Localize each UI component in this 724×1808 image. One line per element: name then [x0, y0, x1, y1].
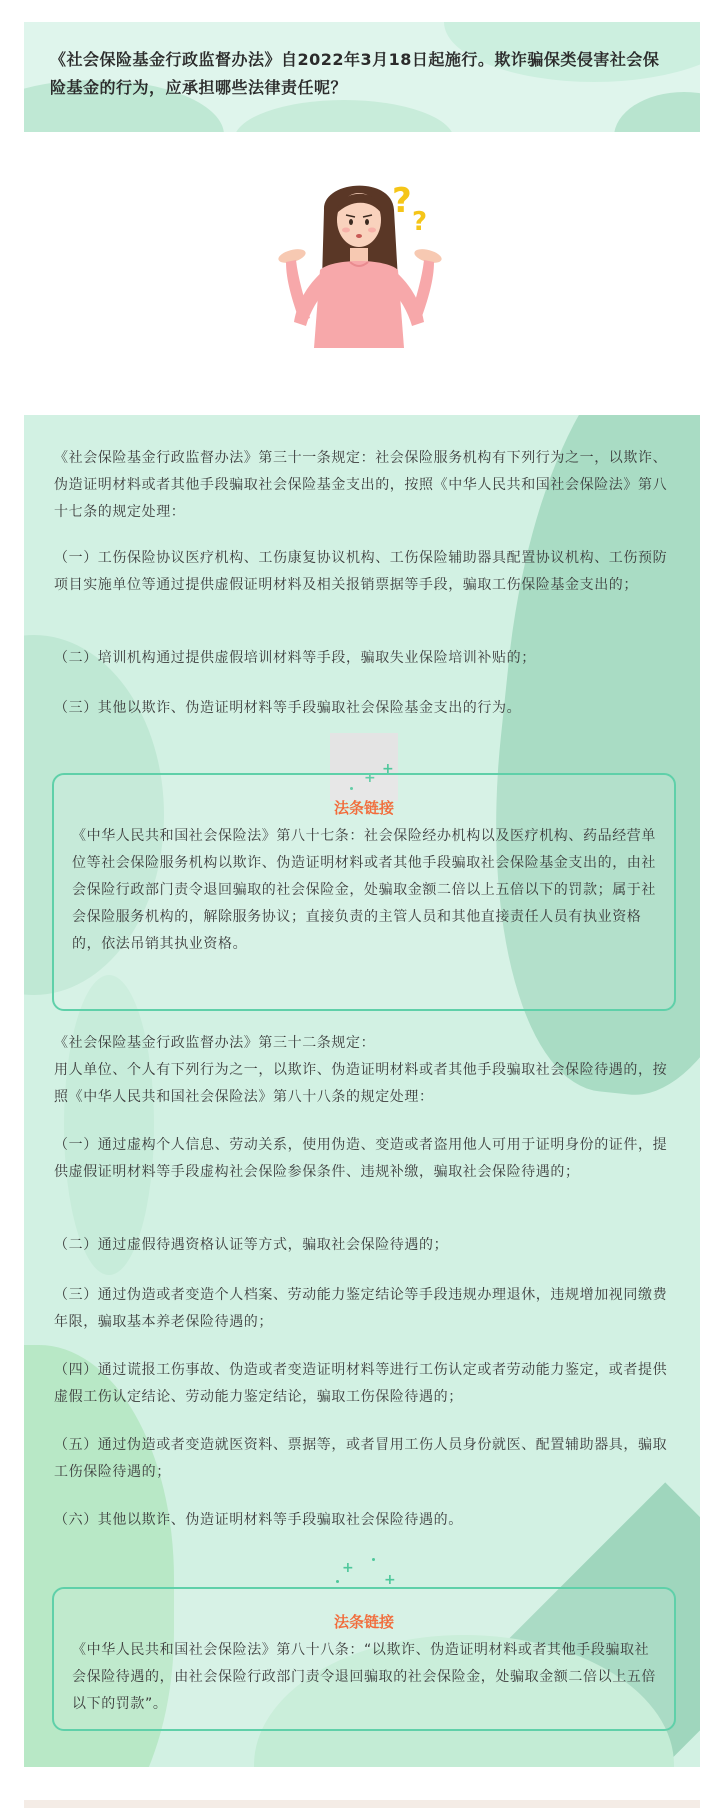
law-link-box-88: [52, 1587, 676, 1731]
article31-item: （二）培训机构通过提供虚假培训材料等手段，骗取失业保险培训补贴的；: [54, 650, 536, 666]
header-banner: [24, 22, 700, 132]
svg-text:?: ?: [392, 181, 412, 221]
article32-item: （一）通过虚构个人信息、劳动关系，使用伪造、变造或者盗用他人可用于证明身份的证件，提供虚假证明材料等手段虚构社会保险参保条件、违规补缴，骗取社会保险待遇的；: [54, 1137, 668, 1180]
confused-woman-illustration: [262, 170, 462, 350]
article32-item: （四）通过谎报工伤事故、伪造或者变造证明材料等进行工伤认定或者劳动能力鉴定，或者提供虚假工伤认定结论、劳动能力鉴定结论，骗取工伤保险待遇的；: [54, 1362, 668, 1405]
article32-item: （六）其他以欺诈、伪造证明材料等手段骗取社会保险待遇的。: [54, 1512, 463, 1528]
footer-strip: [24, 1800, 700, 1808]
article32-intro-line2: 用人单位、个人有下列行为之一，以欺诈、伪造证明材料或者其他手段骗取社会保险待遇的，按照《中华人民共和国社会保险法》第八十八条的规定处理：: [54, 1062, 668, 1105]
banner-decor-blob: [234, 100, 454, 132]
content-panel: [24, 415, 700, 1767]
article31-item: （三）其他以欺诈、伪造证明材料等手段骗取社会保险基金支出的行为。: [54, 700, 522, 716]
law-link-label: 法条链接: [333, 799, 394, 817]
sparkle-icon: +: [342, 1560, 354, 1576]
sparkle-icon: +: [364, 770, 376, 786]
panel-decor-shape: [64, 975, 154, 1275]
sparkle-icon: +: [384, 1572, 396, 1588]
article32-item: （三）通过伪造或者变造个人档案、劳动能力鉴定结论等手段违规办理退休，违规增加视同缴费年限，骗取基本养老保险待遇的；: [54, 1287, 668, 1330]
article32-intro-line1: 《社会保险基金行政监督办法》第三十二条规定：: [54, 1035, 376, 1051]
law-link-text: 《中华人民共和国社会保险法》第八十七条：社会保险经办机构以及医疗机构、药品经营单位等社会保险服务机构以欺诈、伪造证明材料或者其他手段骗取社会保险基金支出的，由社会保险行政部门责令退回骗取的社会保险金，处骗取金额二倍以上五倍以下的罚款；属于社会保险服务机构的，解除服务协议；直接负责的主管人员和其他直接责任人员有执业资格的，依法吊销其执业资格。: [72, 828, 656, 952]
law-link-text: 《中华人民共和国社会保险法》第八十八条：“以欺诈、伪造证明材料或者其他手段骗取社会保险待遇的，由社会保险行政部门责令退回骗取的社会保险金，处骗取金额二倍以上五倍以下的罚款”。: [72, 1642, 656, 1712]
sparkle-dot: [372, 1558, 375, 1561]
sparkle-icon: +: [382, 761, 394, 777]
sparkle-dot: [336, 1580, 339, 1583]
article32-item: （二）通过虚假待遇资格认证等方式，骗取社会保险待遇的；: [54, 1237, 449, 1253]
article32-item: （五）通过伪造或者变造就医资料、票据等，或者冒用工伤人员身份就医、配置辅助器具，骗取工伤保险待遇的；: [54, 1437, 668, 1480]
law-link-box-87: [52, 770, 676, 1011]
article31-item: （一）工伤保险协议医疗机构、工伤康复协议机构、工伤保险辅助器具配置协议机构、工伤预防项目实施单位等通过提供虚假证明材料及相关报销票据等手段，骗取工伤保险基金支出的；: [54, 550, 668, 593]
header-title: 《社会保险基金行政监督办法》自2022年3月18日起施行。欺诈骗保类侵害社会保险基金的行为，应承担哪些法律责任呢？: [50, 50, 660, 97]
law-link-label: 法条链接: [333, 1613, 394, 1631]
svg-text:?: ?: [412, 207, 428, 237]
article31-intro: 《社会保险基金行政监督办法》第三十一条规定：社会保险服务机构有下列行为之一，以欺诈、伪造证明材料或者其他手段骗取社会保险基金支出的，按照《中华人民共和国社会保险法》第八十七条的规定处理：: [54, 450, 668, 520]
